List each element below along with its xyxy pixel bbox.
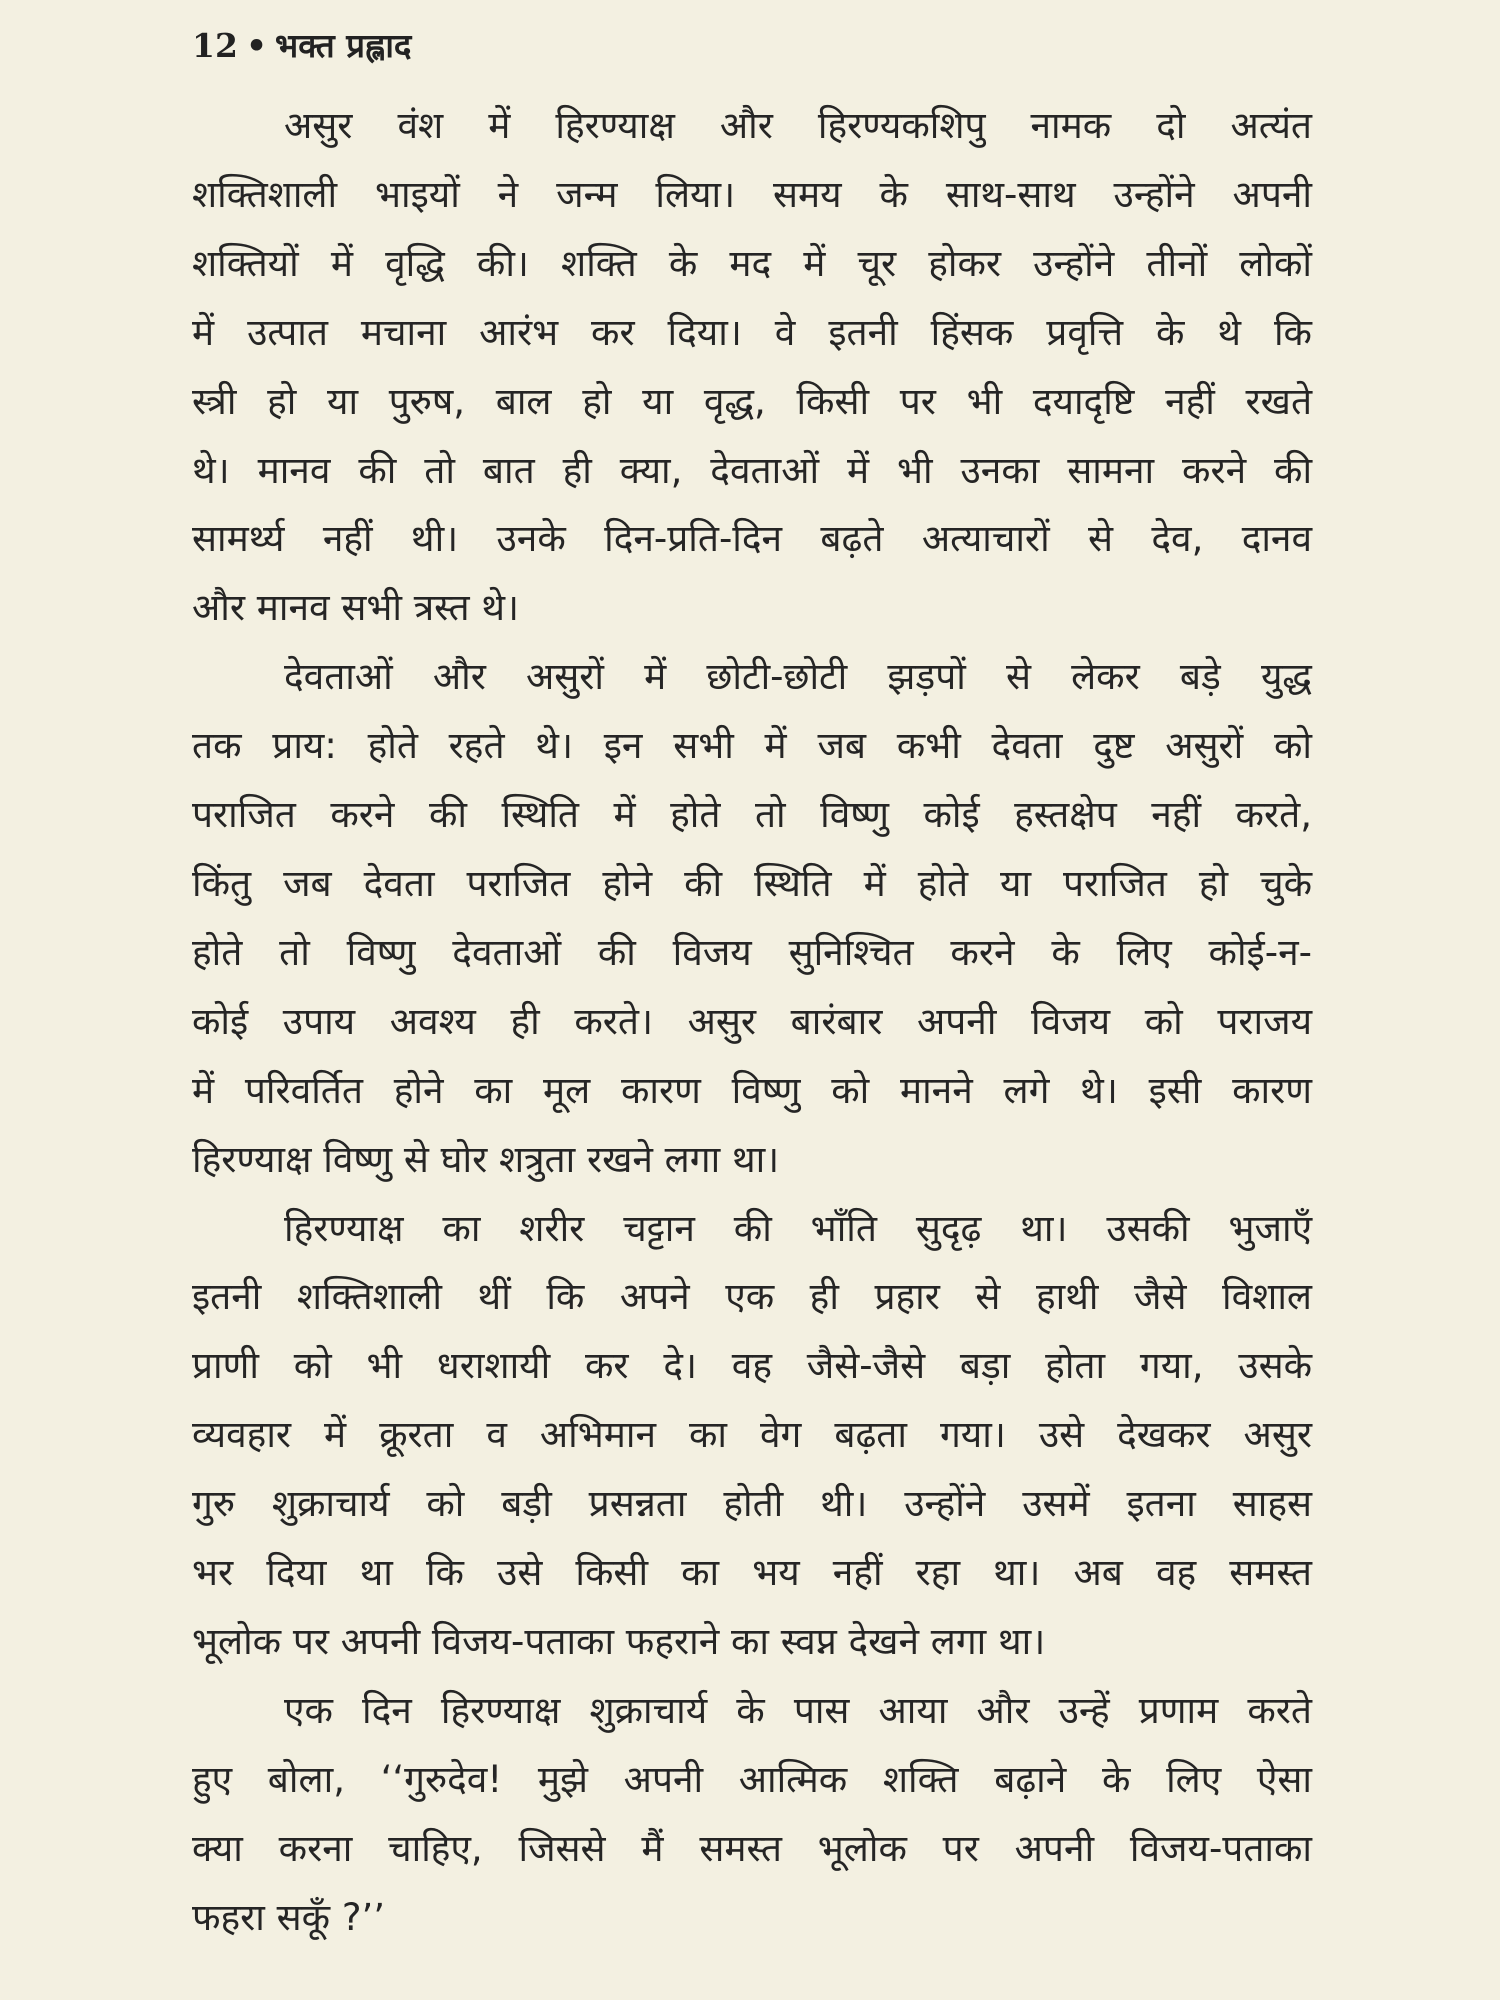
text-line: शक्तियों में वृद्धि की। शक्ति के मद में चूर होकर उन्होंने तीनों लोकों <box>192 241 1312 285</box>
text-line: कोई उपाय अवश्य ही करते। असुर बारंबार अपनी विजय को पराजय <box>192 999 1313 1043</box>
text-line: क्या करना चाहिए, जिससे मैं समस्त भूलोक पर अपनी विजय-पताका <box>192 1826 1312 1870</box>
text-line: सामर्थ्य नहीं थी। उनके दिन-प्रति-दिन बढ़ते अत्याचारों से देव, दानव <box>192 517 1313 561</box>
text-line: व्यवहार में क्रूरता व अभिमान का वेग बढ़ता गया। उसे देखकर असुर <box>192 1413 1312 1457</box>
text-line: फहरा सकूँ ?’’ <box>192 1895 386 1939</box>
text-line: इतनी शक्तिशाली थीं कि अपने एक ही प्रहार से हाथी जैसे विशाल <box>192 1275 1312 1319</box>
page-body <box>192 92 1312 1952</box>
text-line: एक दिन हिरण्याक्ष शुक्राचार्य के पास आया और उन्हें प्रणाम करते <box>284 1688 1312 1732</box>
text-line: किंतु जब देवता पराजित होने की स्थिति में होते या पराजित हो चुके <box>192 861 1312 905</box>
text-line: भर दिया था कि उसे किसी का भय नहीं रहा था। अब वह समस्त <box>192 1551 1312 1595</box>
text-line: में उत्पात मचाना आरंभ कर दिया। वे इतनी हिंसक प्रवृत्ति के थे कि <box>192 310 1312 354</box>
text-line: पराजित करने की स्थिति में होते तो विष्णु कोई हस्तक्षेप नहीं करते, <box>192 793 1312 837</box>
text-line: हिरण्याक्ष विष्णु से घोर शत्रुता रखने लगा था। <box>192 1137 780 1181</box>
book-title: भक्त प्रह्लाद <box>275 26 412 65</box>
text-line: भूलोक पर अपनी विजय-पताका फहराने का स्वप्न देखने लगा था। <box>192 1619 1046 1663</box>
paragraph <box>192 92 1312 643</box>
text-line: हिरण्याक्ष का शरीर चट्टान की भाँति सुदृढ़ था। उसकी भुजाएँ <box>284 1206 1313 1250</box>
text-line: शक्तिशाली भाइयों ने जन्म लिया। समय के साथ-साथ उन्होंने अपनी <box>192 172 1312 216</box>
paragraph <box>192 643 1312 1194</box>
page-header <box>192 22 411 67</box>
text-line: स्त्री हो या पुरुष, बाल हो या वृद्ध, किसी पर भी दयादृष्टि नहीं रखते <box>192 379 1313 423</box>
text-line: होते तो विष्णु देवताओं की विजय सुनिश्चित करने के लिए कोई-न- <box>192 930 1312 974</box>
text-line: गुरु शुक्राचार्य को बड़ी प्रसन्नता होती थी। उन्होंने उसमें इतना साहस <box>192 1482 1312 1526</box>
page-number: 12 <box>192 26 238 65</box>
header-separator: • <box>245 26 268 65</box>
text-line: असुर वंश में हिरण्याक्ष और हिरण्यकशिपु नामक दो अत्यंत <box>284 104 1313 147</box>
paragraph <box>192 1195 1312 1677</box>
text-line: तक प्राय: होते रहते थे। इन सभी में जब कभी देवता दुष्ट असुरों को <box>192 724 1312 768</box>
text-line: और मानव सभी त्रस्त थे। <box>192 586 520 630</box>
text-line: प्राणी को भी धराशायी कर दे। वह जैसे-जैसे बड़ा होता गया, उसके <box>192 1344 1312 1388</box>
text-line: देवताओं और असुरों में छोटी-छोटी झड़पों से लेकर बड़े युद्ध <box>284 655 1312 699</box>
text-line: थे। मानव की तो बात ही क्या, देवताओं में भी उनका सामना करने की <box>192 448 1313 492</box>
text-line: हुए बोला, ‘‘गुरुदेव! मुझे अपनी आत्मिक शक्ति बढ़ाने के लिए ऐसा <box>192 1757 1312 1801</box>
paragraph <box>192 1677 1312 1953</box>
text-line: में परिवर्तित होने का मूल कारण विष्णु को मानने लगे थे। इसी कारण <box>192 1068 1313 1112</box>
